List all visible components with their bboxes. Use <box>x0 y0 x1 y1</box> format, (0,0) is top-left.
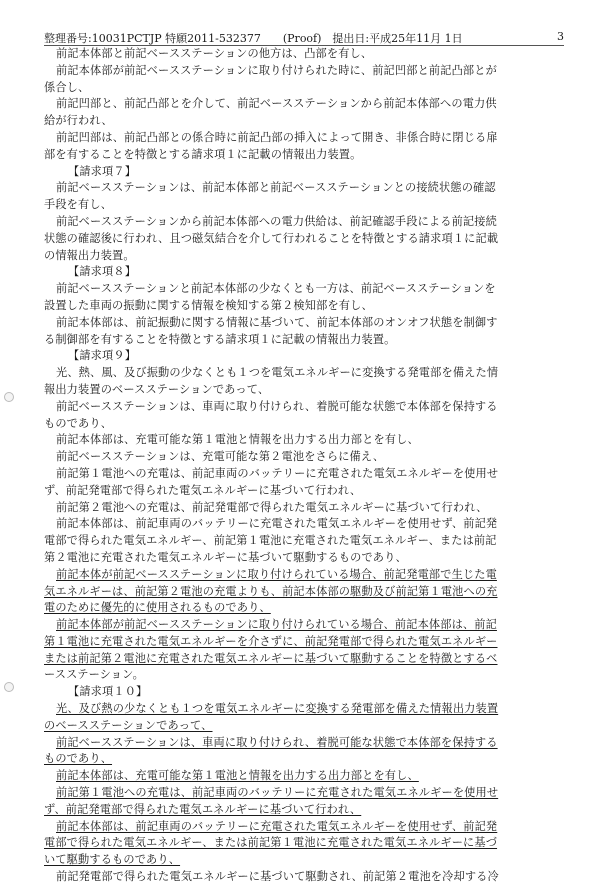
page-header <box>44 30 564 46</box>
text-line <box>44 315 564 332</box>
text-line <box>44 802 564 819</box>
text-line <box>44 231 564 248</box>
text-line <box>44 63 564 80</box>
text-line <box>44 46 564 63</box>
line-text: 給が行われ、 <box>44 114 113 128</box>
line-text: 前記本体が前記ベースステーションに取り付けられている場合、前記発電部で生じた電 <box>56 567 497 581</box>
text-line <box>44 600 564 617</box>
line-text: いて駆動するものであり、 <box>44 853 181 867</box>
text-line <box>44 634 564 651</box>
line-text: 前記凹部と、前記凸部とを介して、前記ベースステーションから前記本体部への電力供 <box>56 97 497 111</box>
text-line <box>44 332 564 349</box>
text-line <box>44 248 564 265</box>
text-line <box>44 180 564 197</box>
line-text: 前記ベースステーションは、車両に取り付けられ、着脱可能な状態で本体部を保持する <box>56 399 498 413</box>
text-line <box>44 516 564 533</box>
line-text: 【請求項７】 <box>68 164 137 178</box>
line-text: 前記本体部は、前記車両のバッテリーに充電された電気エネルギーを使用せず、前記発 <box>56 517 498 531</box>
text-line <box>44 80 564 97</box>
line-text: ものであり、 <box>44 752 113 766</box>
line-text: ず、前記発電部で得られた電気エネルギーに基づいて行われ、 <box>44 802 362 816</box>
punch-hole <box>4 682 14 692</box>
text-line <box>44 500 564 517</box>
line-text: または前記第２電池に充電された電気エネルギーに基づいて駆動することを特徴とするベ <box>44 651 498 665</box>
text-line <box>44 718 564 735</box>
text-line <box>44 751 564 768</box>
line-text: 前記本体部は、充電可能な第１電池と情報を出力する出力部とを有し、 <box>56 433 419 447</box>
text-line <box>44 735 564 752</box>
text-line <box>44 147 564 164</box>
text-line <box>44 483 564 500</box>
line-text: 前記第１電池への充電は、前記車両のバッテリーに充電された電気エネルギーを使用せ <box>56 466 499 480</box>
line-text: ず、前記発電部で得られた電気エネルギーに基づいて行われ、 <box>44 483 362 497</box>
text-line <box>44 130 564 147</box>
line-text: 光、熱、風、及び振動の少なくとも１つを電気エネルギーに変換する発電部を備えた情 <box>56 366 499 380</box>
line-text: 前記ベースステーションは、前記本体部と前記ベースステーションとの接続状態の確認 <box>56 181 496 195</box>
line-text: 【請求項１０】 <box>68 685 148 699</box>
line-text: 前記ベースステーションは、充電可能な第２電池をさらに備え、 <box>56 450 385 464</box>
claim-heading <box>44 264 564 281</box>
line-text: 【請求項９】 <box>68 349 137 363</box>
line-text: 前記本体部は、前記振動に関する情報に基づいて、前記本体部のオンオフ状態を制御す <box>56 315 498 329</box>
line-text: る制御部を有することを特徴とする請求項１に記載の情報出力装置。 <box>44 332 396 346</box>
line-text: 前記第１電池への充電は、前記車両のバッテリーに充電された電気エネルギーを使用せ <box>56 786 499 800</box>
line-text: 設置した車両の振動に関する情報を検知する第２検知部を有し、 <box>44 298 373 312</box>
line-text: 状態の確認後に行われ、且つ磁気結合を介して行われることを特徴とする請求項１に記載 <box>44 231 499 245</box>
line-text: 手段を有し、 <box>44 198 113 212</box>
claim-heading <box>44 164 564 181</box>
text-line <box>44 550 564 567</box>
text-line <box>44 785 564 802</box>
line-text: 電部で得られた電気エネルギー、または前記第１電池に充電された電気エネルギーに基づ <box>44 836 498 850</box>
line-text: 前記ベースステーションは、車両に取り付けられ、着脱可能な状態で本体部を保持する <box>56 735 498 749</box>
text-line <box>44 449 564 466</box>
text-line <box>44 651 564 668</box>
line-text: 部を有することを特徴とする請求項１に記載の情報出力装置。 <box>44 147 362 161</box>
text-line <box>44 701 564 718</box>
line-text: 前記本体部は、充電可能な第１電池と情報を出力する出力部とを有し、 <box>56 769 419 783</box>
line-text: 前記本体部が前記ベースステーションに取り付けられた時に、前記凹部と前記凸部とが <box>56 63 497 77</box>
text-line <box>44 432 564 449</box>
line-text: 電のために優先的に使用されるものであり、 <box>44 601 271 615</box>
line-text: ースステーション。 <box>44 668 144 682</box>
line-text: 前記本体部と前記ベースステーションの他方は、凸部を有し、 <box>56 47 373 60</box>
text-line <box>44 869 564 886</box>
text-line <box>44 382 564 399</box>
text-line <box>44 416 564 433</box>
text-line <box>44 298 564 315</box>
text-line <box>44 768 564 785</box>
claim-heading <box>44 348 564 365</box>
line-text: 第１電池に充電された電気エネルギーを介さずに、前記発電部で得られた電気エネルギー <box>44 634 498 648</box>
line-text: のベースステーションであって、 <box>44 718 213 732</box>
line-text: 前記凹部は、前記凸部との係合時に前記凸部の挿入によって開き、非係合時に閉じる扉 <box>56 130 498 144</box>
line-text: 前記第２電池への充電は、前記発電部で得られた電気エネルギーに基づいて行われ、 <box>56 500 488 514</box>
text-line <box>44 533 564 550</box>
text-line <box>44 365 564 382</box>
claims-text <box>44 46 564 886</box>
text-line <box>44 466 564 483</box>
text-line <box>44 113 564 130</box>
line-text: 電部で得られた電気エネルギー、前記第１電池に充電された電気エネルギー、または前記 <box>44 534 497 548</box>
text-line <box>44 214 564 231</box>
text-line <box>44 96 564 113</box>
claim-heading <box>44 684 564 701</box>
line-text: 気エネルギーは、前記第２電池の充電よりも、前記本体部の駆動及び前記第１電池への充 <box>44 584 498 598</box>
line-text: 第２電池に充電された電気エネルギーに基づいて駆動するものであり、 <box>44 550 407 564</box>
page-number: 3 <box>557 30 564 43</box>
text-line <box>44 567 564 584</box>
text-line <box>44 819 564 836</box>
line-text: 前記ベースステーションから前記本体部への電力供給は、前記確認手段による前記接続 <box>56 214 497 228</box>
line-text: 光、及び熱の少なくとも１つを電気エネルギーに変換する発電部を備えた情報出力装置 <box>56 702 499 716</box>
text-line <box>44 667 564 684</box>
header-reference: 整理番号:10031PCTJP 特願2011-532377 (Proof) 提出日:平成25年11月 1日 <box>44 32 463 45</box>
line-text: 前記ベースステーションと前記本体部の少なくとも一方は、前記ベースステーションを <box>56 282 496 296</box>
line-text: 報出力装置のベースステーションであって、 <box>44 382 270 396</box>
line-text: 前記本体部は、前記車両のバッテリーに充電された電気エネルギーを使用せず、前記発 <box>56 819 498 833</box>
line-text: 【請求項８】 <box>68 265 137 279</box>
text-line <box>44 835 564 852</box>
text-line <box>44 852 564 869</box>
text-line <box>44 197 564 214</box>
punch-hole <box>4 392 14 402</box>
text-line <box>44 584 564 601</box>
text-line <box>44 399 564 416</box>
line-text: ものであり、 <box>44 416 113 430</box>
text-line <box>44 617 564 634</box>
line-text: 前記本体部が前記ベースステーションに取り付けられている場合、前記本体部は、前記 <box>56 618 497 632</box>
line-text: の情報出力装置。 <box>44 248 135 262</box>
line-text: 係合し、 <box>44 80 90 94</box>
text-line <box>44 281 564 298</box>
line-text: 前記発電部で得られた電気エネルギーに基づいて駆動され、前記第２電池を冷却する冷 <box>56 870 499 884</box>
